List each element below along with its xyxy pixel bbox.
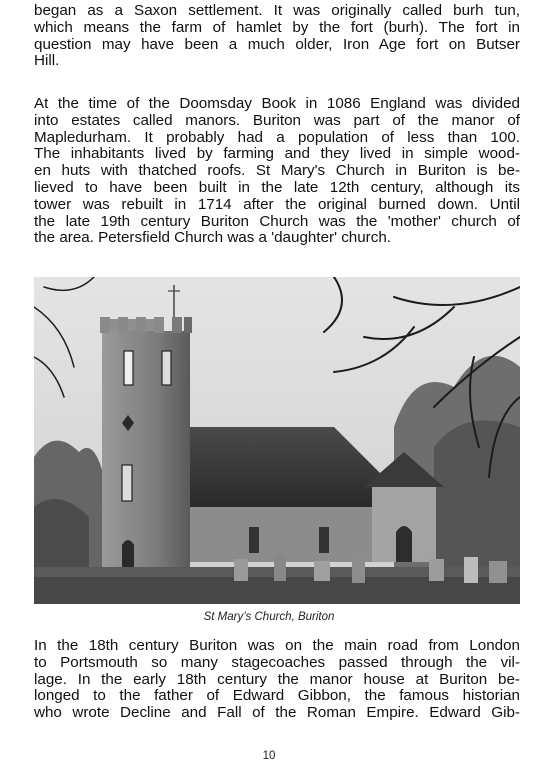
- text-line: tower was rebuilt in 1714 after the original burned down. Until: [34, 195, 520, 213]
- text-line: into estates called manors. Buriton was part of the manor of: [34, 111, 520, 129]
- text-line: longed to the father of Edward Gibbon, the famous historian: [34, 687, 520, 705]
- text-line: The inhabitants lived by farming and they lived in simple wood-: [34, 145, 520, 163]
- text-line: the late 19th century Buriton Church was the 'mother' church of: [34, 212, 520, 230]
- text-line: At the time of the Doomsday Book in 1086 England was divided: [34, 95, 520, 112]
- paragraph-18th-century: [34, 638, 520, 722]
- figure-caption: St Mary’s Church, Buriton: [203, 611, 335, 623]
- text-line: In the 18th century Buriton was on the main road from London: [34, 637, 520, 654]
- church-illustration: [34, 277, 520, 604]
- text-line: which means the farm of hamlet by the fort (burh). The fort in: [34, 18, 520, 36]
- text-line: who wrote Decline and Fall of the Roman Empire. Edward Gib-: [34, 704, 520, 722]
- text-line: to Portsmouth so many stagecoaches passed through the vil-: [34, 653, 520, 671]
- church-photo: [34, 277, 520, 604]
- paragraph-doomsday-book: [34, 96, 520, 247]
- text-line: Mapledurham. It probably had a population of less than 100.: [34, 128, 520, 146]
- text-line: question may have been a much older, Iron Age fort on Butser: [34, 35, 520, 53]
- text-line: Hill.: [34, 52, 60, 70]
- page-number: 10: [262, 750, 276, 762]
- text-line: began as a Saxon settlement. It was originally called burh tun,: [34, 2, 520, 19]
- text-line: en huts with thatched roofs. St Mary's Church in Buriton is be-: [34, 162, 520, 180]
- text-line: lieved to have been built in the late 12th century, although its: [34, 178, 520, 196]
- text-line: the area. Petersfield Church was a 'daughter' church.: [34, 229, 391, 247]
- paragraph-saxon-settlement: [34, 3, 520, 70]
- text-line: lage. In the early 18th century the manor house at Buriton be-: [34, 670, 520, 688]
